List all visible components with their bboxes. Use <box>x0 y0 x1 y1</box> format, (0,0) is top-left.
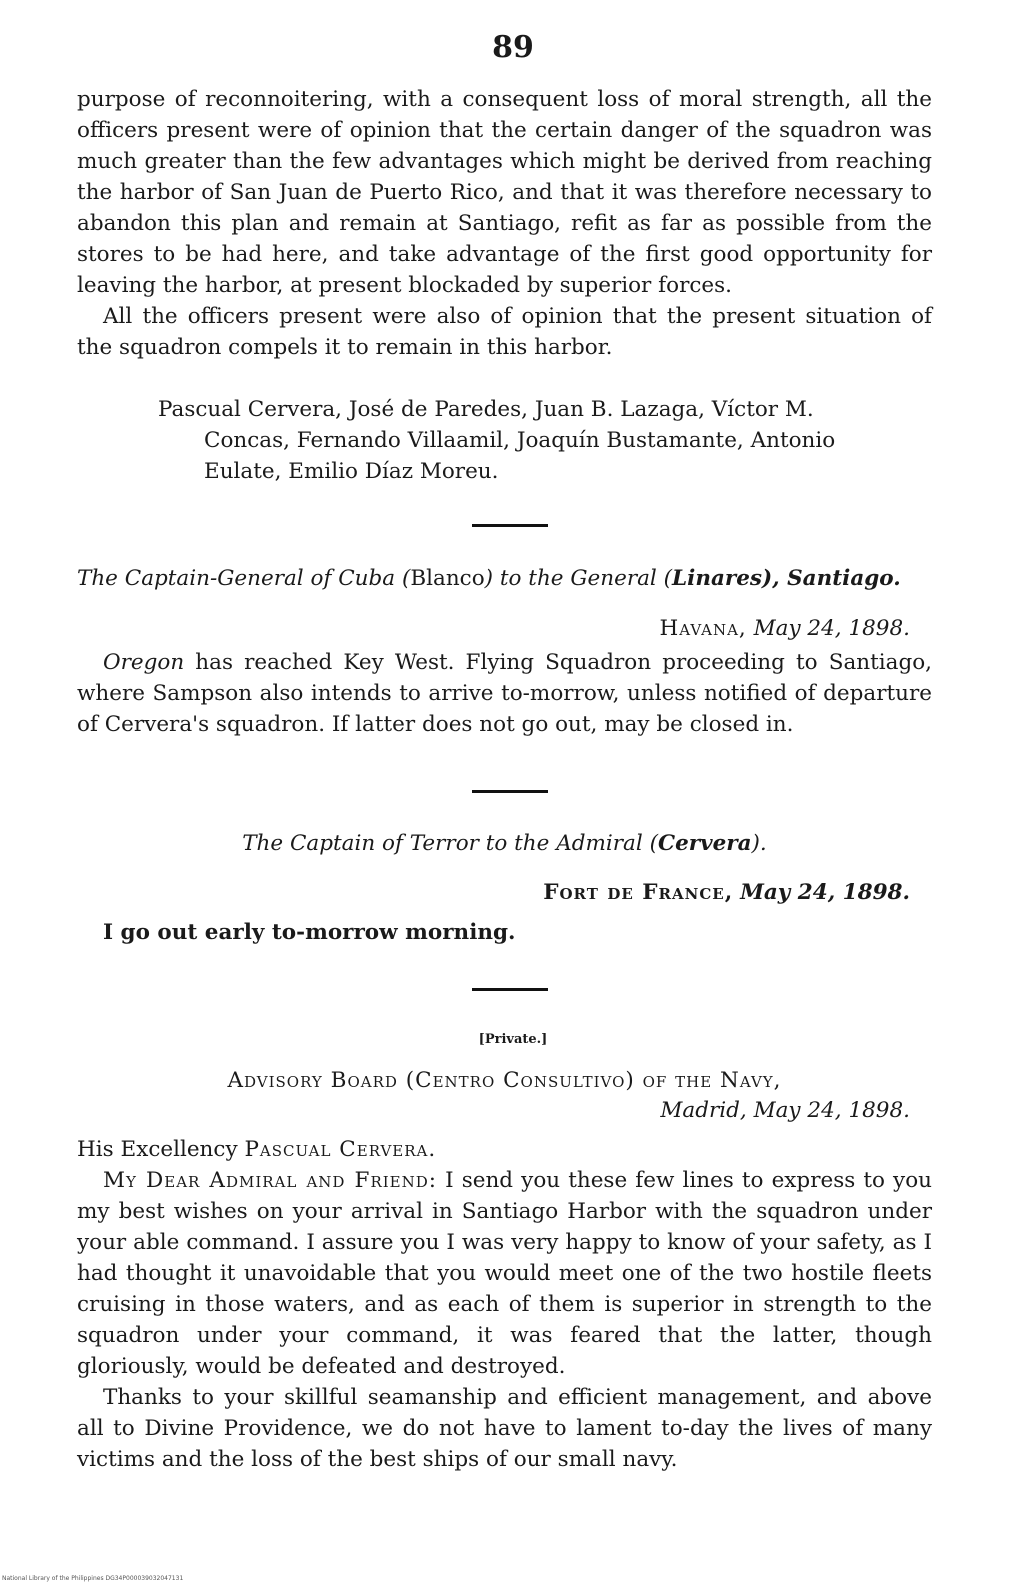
signatories-line: Eulate, Emilio Díaz Moreu. <box>204 459 499 484</box>
private-tag: [Private.] <box>478 1032 548 1047</box>
ship-name: Oregon <box>103 650 185 675</box>
letter-body <box>77 1134 932 1475</box>
scan-footer: National Library of the Philippines DG34P000039032047131 <box>2 1575 184 1582</box>
letter-organization: Advisory Board (Centro Consultivo) of the Navy, <box>227 1068 782 1093</box>
signatories-line: Concas, Fernando Villaamil, Joaquín Bustamante, Antonio <box>204 428 836 453</box>
letter-paragraph: Thanks to your skillful seamanship and efficient management, and above all to Divine Providence, we do not have to lament to-day the lives of many victims and the loss of the best ships of our small navy. <box>77 1385 932 1472</box>
closing-paragraphs <box>77 84 932 363</box>
page-number: 89 <box>492 30 534 65</box>
telegram1-body: Oregon has reached Key West. Flying Squadron proceeding to Santiago, where Sampson also intends to arrive to-morrow, unless notified of departure of Cervera's squadron. If latter does not go out, may be closed in. <box>77 650 932 737</box>
section-divider <box>472 524 548 527</box>
telegram2-heading: The Captain of Terror to the Admiral (Cervera). <box>242 831 767 856</box>
letter-salutation: My Dear Admiral and Friend: <box>103 1168 438 1193</box>
telegram1-heading: The Captain-General of Cuba (Blanco) to the General (Linares), Santiago. <box>77 566 901 591</box>
signatories <box>158 394 930 487</box>
paragraph-officers-opinion: All the officers present were also of opinion that the present situation of the squadron compels it to remain in this harbor. <box>77 304 932 360</box>
telegram2-body: I go out early to-morrow morning. <box>103 920 516 945</box>
letter-addressee: His Excellency Pascual Cervera. <box>77 1137 437 1162</box>
letter-paragraph: My Dear Admiral and Friend: I send you these few lines to express to you my best wishes on your arrival in Santiago Harbor with the squadron under your able command. I assure you I was very happy to know of your safety, as I had thought it unavoidable that you would meet one of the two hostile fleets cruising in those waters, and as each of them is superior in strength to the squadron under your command, it was feared that the latter, though gloriously, would be defeated and destroyed. <box>77 1168 932 1379</box>
telegram2-dateline: Fort de France, May 24, 1898. <box>543 880 910 905</box>
letter-place-date: Madrid, May 24, 1898. <box>660 1098 910 1123</box>
paragraph-reconnoitering: purpose of reconnoitering, with a consequent loss of moral strength, all the officers present were of opinion that the certain danger of the squadron was much greater than the few advantages which might be derived from reaching the harbor of San Juan de Puerto Rico, and that it was therefore necessary to abandon this plan and remain at Santiago, refit as far as possible from the stores to be had here, and take advantage of the first good opportunity for leaving the harbor, at present blockaded by superior forces. <box>77 87 932 298</box>
telegram1-dateline: Havana, May 24, 1898. <box>659 616 910 641</box>
signatories-line: Pascual Cervera, José de Paredes, Juan B. Lazaga, Víctor M. <box>158 397 814 422</box>
section-divider <box>472 988 548 991</box>
section-divider <box>472 790 548 793</box>
